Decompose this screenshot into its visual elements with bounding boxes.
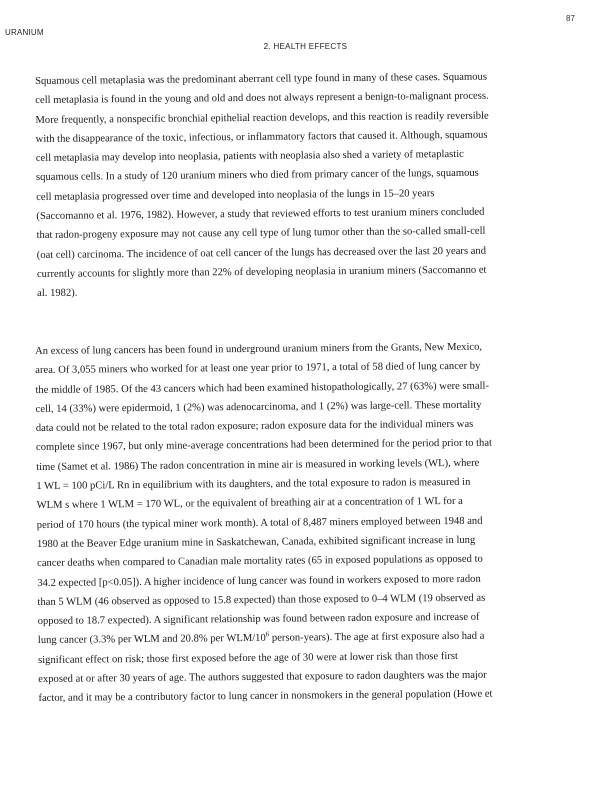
text-line: An excess of lung cancers has been found in underground uranium miners from the Grants, New Mexico, <box>35 341 483 357</box>
text-line: Squamous cell metaplasia was the predominant aberrant cell type found in many of these cases. Squamous <box>35 71 487 87</box>
paragraph-lung-cancer-miners <box>35 337 598 709</box>
text-line: than 5 WLM (46 observed as opposed to 15.8 expected) than those exposed to 0–4 WLM (19 observed as <box>37 592 486 608</box>
text-line: that radon-progeny exposure may not cause any cell type of lung tumor other than the so-called small-cell <box>36 226 486 242</box>
text-line: cancer deaths when compared to Canadian male mortality rates (65 in exposed populations as opposed to <box>37 553 483 570</box>
text-line: cell, 14 (33%) were epidermoid, 1 (2%) was adenocarcinoma, and 1 (2%) was large-cell. These mortality <box>35 399 482 415</box>
text-line: complete since 1967, but only mine-average concentrations had been determined for the period prior to that <box>35 438 493 454</box>
text-line: 1980 at the Beaver Edge uranium mine in Saskatchewan, Canada, exhibited significant increase in lung <box>36 534 476 550</box>
text-line: opposed to 18.7 expected). A significant relationship was found between radon exposure and increase of <box>37 611 480 628</box>
running-head: URANIUM <box>5 28 44 37</box>
text-line: squamous cells. In a study of 120 uranium miners who died from primary cancer of the lungs, squamous <box>35 168 479 184</box>
text-line: WLM s where 1 WLM = 170 WL, or the equivalent of breathing air at a concentration of 1 WL for a <box>36 496 463 512</box>
text-line: period of 170 hours (the typical miner work month). A total of 8,487 miners employed between 1948 and <box>36 515 483 531</box>
section-title: 2. HEALTH EFFECTS <box>263 42 348 51</box>
superscript: 6 <box>265 630 270 639</box>
text-line: area. Of 3,055 miners who worked for at least one year prior to 1971, a total of 58 died of lung cancer by <box>35 361 481 377</box>
text-line: cell metaplasia is found in the young and old and does not always represent a benign-to-malignant process. <box>35 90 489 107</box>
text-line: 1 WL = 100 pCi/L Rn in equilibrium with its daughters, and the total exposure to radon is measured in <box>36 476 471 493</box>
text-line: al. 1982). <box>37 287 78 300</box>
text-line: time (Samet et al. 1986) The radon concentration in mine air is measured in working levels (WL), where <box>36 457 480 473</box>
text-line: More frequently, a nonspecific bronchial epithelial reaction develops, and this reaction is readily reversible <box>35 110 489 126</box>
text-line: cell metaplasia may develop into neoplasia, patients with neoplasia also shed a variety of metaplastic <box>35 149 464 165</box>
text-line: (oat cell) carcinoma. The incidence of oat cell cancer of the lungs has decreased over the last 20 years and <box>36 245 487 261</box>
text-segment: person-years). The age at first exposure also had a <box>269 631 485 645</box>
text-line: exposed at or after 30 years of age. The authors suggested that exposure to radon daughters was the major <box>38 669 487 686</box>
text-line: significant effect on risk; those first exposed before the age of 30 were at lower risk than those first <box>38 650 458 666</box>
text-line: with the disappearance of the toxic, infectious, or inflammatory factors that caused it. Although, squamous <box>35 129 488 145</box>
paragraph-squamous-metaplasia <box>35 67 597 304</box>
text-line: (Saccomanno et al. 1976, 1982). However, a study that reviewed efforts to test uranium miners concluded <box>36 206 485 223</box>
page-number: 87 <box>566 14 575 23</box>
text-line: factor, and it may be a contributory factor to lung cancer in nonsmokers in the general population (Howe et <box>38 688 493 705</box>
text-line: currently accounts for slightly more than 22% of developing neoplasia in uranium miners (Saccomanno et <box>36 264 487 280</box>
text-line: cell metaplasia progressed over time and developed into neoplasia of the lungs in 15–20 years <box>36 187 435 203</box>
text-segment: lung cancer (3.3% per WLM and 20.8% per WLM/10 <box>37 633 266 647</box>
text-line: data could not be related to the total radon exposure; radon exposure data for the individual miners was <box>35 418 474 435</box>
text-line: the middle of 1985. Of the 43 cancers which had been examined histopathologically, 27 (63%) were small- <box>35 380 490 396</box>
text-line: 34.2 expected [p<0.05]). A higher incidence of lung cancer was found in workers exposed to more radon <box>37 573 481 589</box>
